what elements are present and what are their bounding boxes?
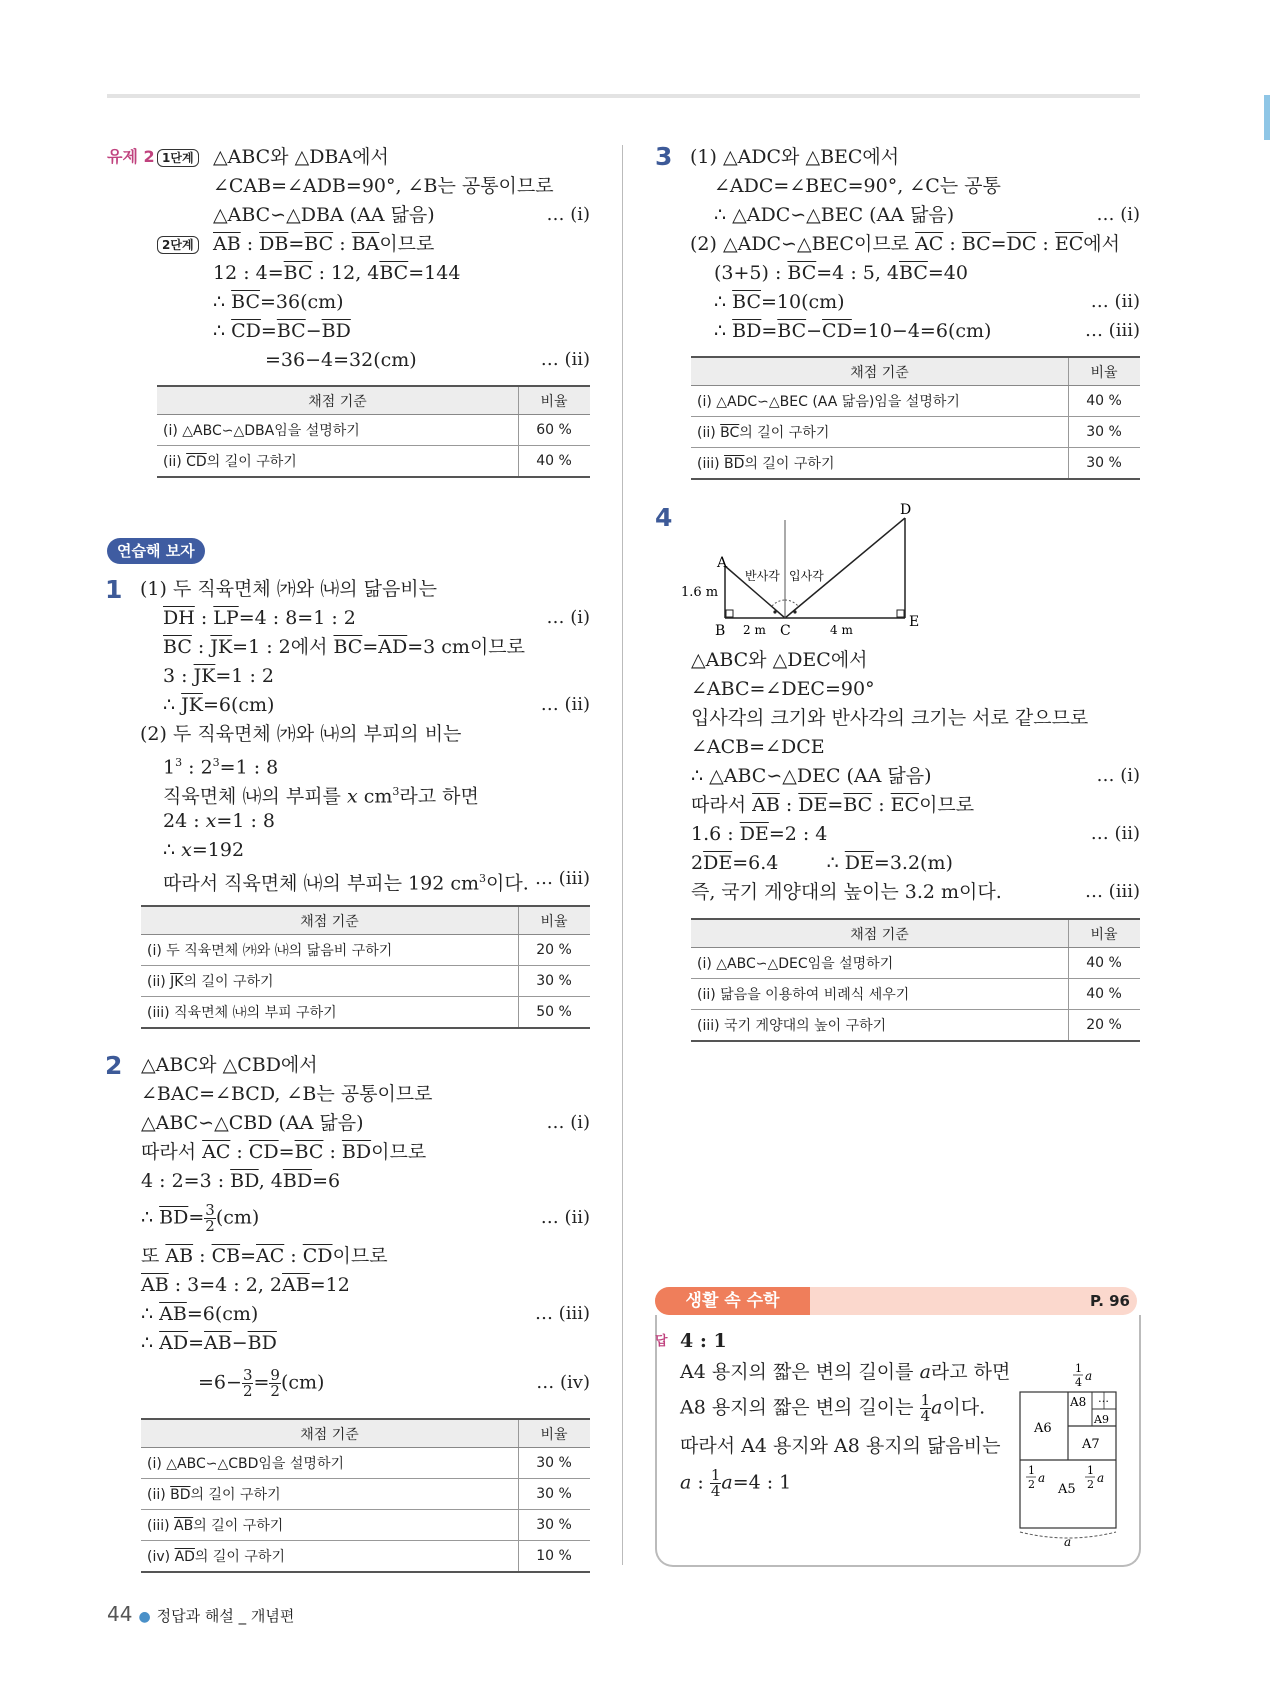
fraction: $\frac{3}{2}$ bbox=[205, 1201, 215, 1235]
p3-line: (1) △ADC와 △BEC에서 bbox=[690, 146, 900, 168]
p2-mark: … (i) bbox=[546, 1112, 590, 1133]
half-left-num: 1 bbox=[1028, 1464, 1035, 1477]
p1-mark: … (iii) bbox=[534, 868, 590, 889]
yuje2-line: ∴ $\overline{BC}=36(cm)$ bbox=[213, 291, 344, 313]
table-row: (iii) $\overline{AB}$의 길이 구하기 30 % bbox=[141, 1510, 590, 1541]
label-bc: 2 m bbox=[743, 623, 766, 637]
page-footer bbox=[107, 1602, 294, 1626]
p4-line: 즉, 국기 게양대의 높이는 3.2 m이다. bbox=[691, 881, 1002, 903]
half-right-num: 1 bbox=[1087, 1464, 1094, 1477]
label-dots: … bbox=[1098, 1392, 1109, 1405]
table-row: (iii) 직육면체 ㈏의 부피 구하기 50 % bbox=[141, 997, 590, 1029]
label-A: A bbox=[717, 555, 728, 571]
p1-line: 24 : x=1 : 8 bbox=[163, 810, 275, 832]
label-A6: A6 bbox=[1034, 1421, 1052, 1436]
half-left-den: 2 bbox=[1028, 1478, 1035, 1491]
table-row: (ii) $\overline{JK}$의 길이 구하기 30 % bbox=[141, 966, 590, 997]
label-A8: A8 bbox=[1070, 1395, 1087, 1409]
label-B: B bbox=[715, 623, 726, 639]
table-row: (i) △ABC∽△DEC임을 설명하기 40 % bbox=[691, 948, 1140, 979]
p1-line: 따라서 직육면체 ㈏의 부피는 192 $cm^3$이다. bbox=[163, 872, 529, 895]
yuje2-line: 12 : $4=\overline{BC}$ : 12, $4\overline{BC}=144$ bbox=[213, 262, 461, 284]
fraction: $\frac{9}{2}$ bbox=[270, 1366, 280, 1400]
p2-line: =6− $\frac{3}{2}$ = $\frac{9}{2}$ (cm) bbox=[198, 1366, 325, 1400]
fraction: $\frac{1}{4}$ bbox=[710, 1466, 721, 1500]
life-line: 따라서 A4 용지와 A8 용지의 닮음비는 bbox=[680, 1435, 1001, 1457]
paper-size-diagram bbox=[1012, 1360, 1137, 1550]
answer-label: 답 bbox=[655, 1334, 668, 1349]
yuje2-mark: … (ii) bbox=[540, 349, 590, 370]
yuje2-line: △ABC와 △DBA에서 bbox=[213, 146, 389, 168]
p2-line: ∴ $\overline{AD}=\overline{AB}-\overline{BD}$ bbox=[141, 1332, 277, 1354]
fraction: $\frac{1}{4}$ bbox=[920, 1391, 931, 1425]
p2-mark: … (iv) bbox=[536, 1372, 590, 1393]
p4-line: ∴ △ABC∽△DEC (AA 닮음) bbox=[691, 765, 932, 787]
p3-line: ∴ △ADC∽△BEC (AA 닮음) bbox=[714, 204, 955, 226]
p1-line: 3 : $\overline{JK}=1$ : 2 bbox=[163, 665, 274, 687]
p2-mark: … (iii) bbox=[534, 1303, 590, 1324]
problem-number: 1 bbox=[105, 575, 123, 604]
p3-mark: … (i) bbox=[1096, 204, 1140, 225]
quarter-den: 4 bbox=[1075, 1376, 1082, 1389]
p1-mark: … (i) bbox=[546, 607, 590, 628]
problem-number: 2 bbox=[105, 1051, 123, 1080]
p1-line: $\overline{DH}$ : $\overline{LP}=4$ : 8=1 : 2 bbox=[163, 607, 356, 629]
life-line: A8 용지의 짧은 변의 길이는 $\frac{1}{4}$ a이다. bbox=[680, 1391, 986, 1425]
label-D: D bbox=[900, 502, 912, 518]
answer-value: 4 : 1 bbox=[680, 1330, 727, 1352]
label-E: E bbox=[909, 614, 920, 630]
p4-mark: … (i) bbox=[1096, 765, 1140, 786]
life-math-tag: 생활 속 수학 bbox=[655, 1287, 810, 1315]
p2-line: $\overline{AB}$ : 3=4 : 2, $2\overline{AB}=12$ bbox=[141, 1274, 350, 1296]
p4-scoring-table: 채점 기준 비율 (i) △ABC∽△DEC임을 설명하기 40 % (ii) 닮음을 이용하여 비례식 세우기 40 % (iii) 국기 게양대의 높이 구하기 20 % bbox=[691, 918, 1140, 1042]
quarter-num: 1 bbox=[1075, 1362, 1082, 1375]
p4-line: △ABC와 △DEC에서 bbox=[691, 649, 868, 671]
yuje2-line: ∠CAB=∠ADB=90°, ∠B는 공통이므로 bbox=[213, 175, 554, 197]
p1-line: 직육면체 ㈏의 부피를 x $cm^3$라고 하면 bbox=[163, 785, 479, 808]
table-row: (iii) $\overline{BD}$의 길이 구하기 30 % bbox=[691, 448, 1140, 480]
label-ce: 4 m bbox=[830, 623, 853, 637]
p1-line: (2) 두 직육면체 ㈎와 ㈏의 부피의 비는 bbox=[140, 723, 462, 745]
life-math-page-ref: P. 96 bbox=[1089, 1292, 1130, 1310]
p4-line: 입사각의 크기와 반사각의 크기는 서로 같으므로 bbox=[691, 707, 1089, 729]
yuje2-mark: … (i) bbox=[546, 204, 590, 225]
yuje2-line: △ABC∽△DBA (AA 닮음) bbox=[213, 204, 435, 226]
practice-label: 연습해 보자 bbox=[107, 538, 205, 564]
label-A5: A5 bbox=[1058, 1482, 1076, 1497]
p3-scoring-table: 채점 기준 비율 (i) △ADC∽△BEC (AA 닮음)임을 설명하기 40 % (ii) $\overline{BC}$의 길이 구하기 30 % (iii) $\overline{BD}$의 길이 구하기 30 % bbox=[691, 356, 1140, 480]
p4-line: $2\overline{DE}=6.4$ ∴ $\overline{DE}=3.2(m)$ bbox=[691, 852, 953, 874]
p2-line: ∴ $\overline{AB}=6(cm)$ bbox=[141, 1303, 259, 1325]
p4-line: ∠ABC=∠DEC=90° bbox=[691, 678, 875, 700]
table-row: (i) 두 직육면체 ㈎와 ㈏의 닮음비 구하기 20 % bbox=[141, 935, 590, 966]
table-row: (iv) $\overline{AD}$의 길이 구하기 10 % bbox=[141, 1541, 590, 1573]
p2-scoring-table: 채점 기준 비율 (i) △ABC∽△CBD임을 설명하기 30 % (ii) $\overline{BD}$의 길이 구하기 30 % (iii) $\overline{AB}$의 길이 구하기 30 % (iv) $\overline{AD}$의 길이 구하기 10 % bbox=[141, 1418, 590, 1573]
quarter-a: a bbox=[1085, 1369, 1093, 1383]
column-divider bbox=[622, 145, 623, 1565]
problem-number: 4 bbox=[655, 503, 673, 532]
p2-line: 또 $\overline{AB}$ : $\overline{CB}=\overline{AC}$ : $\overline{CD}$이므로 bbox=[141, 1245, 388, 1267]
bullet-icon: ● bbox=[138, 1609, 151, 1625]
p1-line: $1^3$ : $2^3=1$ : 8 bbox=[163, 756, 279, 779]
table-row: (i) △ABC∽△CBD임을 설명하기 30 % bbox=[141, 1448, 590, 1479]
problem-number: 3 bbox=[655, 142, 673, 171]
p4-line: ∠ACB=∠DCE bbox=[691, 736, 825, 758]
p2-line: 따라서 $\overline{AC}$ : $\overline{CD}=\overline{BC}$ : $\overline{BD}$이므로 bbox=[141, 1141, 427, 1163]
table-row: (ii) 닮음을 이용하여 비례식 세우기 40 % bbox=[691, 979, 1140, 1010]
p4-line: 1.6 : $\overline{DE}=2$ : 4 bbox=[691, 823, 828, 845]
yuje2-line: =36−4=32(cm) bbox=[265, 349, 417, 371]
yuje2-step2: 2단계 bbox=[157, 231, 199, 257]
life-line: A4 용지의 짧은 변의 길이를 a라고 하면 bbox=[680, 1361, 1011, 1383]
p1-line: (1) 두 직육면체 ㈎와 ㈏의 닮음비는 bbox=[140, 578, 438, 600]
label-A7: A7 bbox=[1082, 1437, 1100, 1452]
p3-mark: … (iii) bbox=[1084, 320, 1140, 341]
p3-line: ∴ $\overline{BD}=\overline{BC}-\overline{CD}=10-4=6(cm)$ bbox=[714, 320, 992, 342]
p1-line: ∴ x=192 bbox=[163, 839, 245, 861]
p4-mark: … (ii) bbox=[1090, 823, 1140, 844]
half-right-a: a bbox=[1097, 1471, 1105, 1485]
p3-line: ∴ $\overline{BC}=10(cm)$ bbox=[714, 291, 845, 313]
label-incidence: 입사각 bbox=[789, 569, 824, 583]
label-A9: A9 bbox=[1094, 1413, 1109, 1426]
p2-line: △ABC와 △CBD에서 bbox=[141, 1054, 318, 1076]
page-number: 44 bbox=[107, 1602, 133, 1626]
table-row: (i) △ABC∽△DBA임을 설명하기 60 % bbox=[157, 415, 590, 446]
label-height: 1.6 m bbox=[681, 585, 719, 600]
yuje2-step1: 1단계 bbox=[157, 144, 199, 170]
p3-line: (3+5) : $\overline{BC}=4$ : 5, $4\overline{BC}=40$ bbox=[714, 262, 968, 284]
bottom-a: a bbox=[1064, 1535, 1072, 1549]
table-row: (ii) $\overline{BD}$의 길이 구하기 30 % bbox=[141, 1479, 590, 1510]
top-rule bbox=[107, 94, 1140, 98]
p1-scoring-table: 채점 기준 비율 (i) 두 직육면체 ㈎와 ㈏의 닮음비 구하기 20 % (ii) $\overline{JK}$의 길이 구하기 30 % (iii) 직육면체 ㈏의 부피 구하기 50 % bbox=[141, 905, 590, 1029]
yuje2-scoring-table: 채점 기준 비율 (i) △ABC∽△DBA임을 설명하기 60 % (ii) $\overline{CD}$의 길이 구하기 40 % bbox=[157, 385, 590, 478]
p3-mark: … (ii) bbox=[1090, 291, 1140, 312]
fraction: $\frac{3}{2}$ bbox=[242, 1366, 253, 1400]
life-line: a : $\frac{1}{4}$ a=4 : 1 bbox=[680, 1466, 792, 1500]
half-right-den: 2 bbox=[1087, 1478, 1094, 1491]
p2-line: ∴ $\overline{BD}=$ $\frac{3}{2}$ (cm) bbox=[141, 1201, 260, 1235]
p1-mark: … (ii) bbox=[540, 694, 590, 715]
flagpole-diagram bbox=[680, 500, 940, 640]
table-row: (iii) 국기 게양대의 높이 구하기 20 % bbox=[691, 1010, 1140, 1042]
table-row: (i) △ADC∽△BEC (AA 닮음)임을 설명하기 40 % bbox=[691, 386, 1140, 417]
yuje2-line: $\overline{AB}$ : $\overline{DB}=\overline{BC}$ : $\overline{BA}$이므로 bbox=[213, 233, 435, 255]
label-C: C bbox=[780, 623, 791, 639]
p4-mark: … (iii) bbox=[1084, 881, 1140, 902]
half-left-a: a bbox=[1038, 1471, 1046, 1485]
p2-line: 4 : 2=3 : $\overline{BD}$, $4\overline{BD}=6$ bbox=[141, 1170, 341, 1192]
p4-line: 따라서 $\overline{AB}$ : $\overline{DE}=\overline{BC}$ : $\overline{EC}$이므로 bbox=[691, 794, 975, 816]
label-reflection: 반사각 bbox=[745, 569, 780, 583]
p2-line: ∠BAC=∠BCD, ∠B는 공통이므로 bbox=[141, 1083, 433, 1105]
page-edge-tab bbox=[1264, 95, 1270, 140]
table-row: (ii) $\overline{CD}$의 길이 구하기 40 % bbox=[157, 446, 590, 478]
yuje2-label: 유제 2 bbox=[107, 147, 155, 166]
p1-line: ∴ $\overline{JK}=6(cm)$ bbox=[163, 694, 275, 716]
footer-title: 정답과 해설 _ 개념편 bbox=[156, 1607, 295, 1625]
p2-mark: … (ii) bbox=[540, 1207, 590, 1228]
p1-line: $\overline{BC}$ : $\overline{JK}=1$ : 2에서 $\overline{BC}=\overline{AD}=3$ cm이므로 bbox=[163, 636, 526, 658]
yuje2-line: ∴ $\overline{CD}=\overline{BC}-\overline{BD}$ bbox=[213, 320, 351, 342]
p3-line: (2) △ADC∽△BEC이므로 $\overline{AC}$ : $\overline{BC}=\overline{DC}$ : $\overline{EC}$에서 bbox=[690, 233, 1120, 255]
p3-line: ∠ADC=∠BEC=90°, ∠C는 공통 bbox=[714, 175, 1001, 197]
table-row: (ii) $\overline{BC}$의 길이 구하기 30 % bbox=[691, 417, 1140, 448]
p2-line: △ABC∽△CBD (AA 닮음) bbox=[141, 1112, 364, 1134]
